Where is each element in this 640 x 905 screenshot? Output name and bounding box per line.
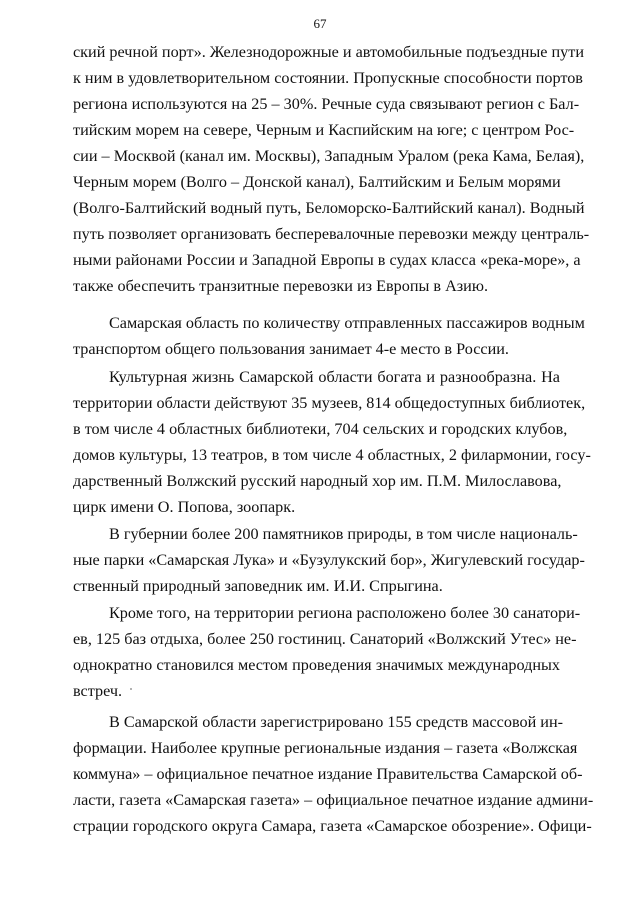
text-line: к ним в удовлетворительном состоянии. Пропускные способности портов bbox=[73, 69, 583, 87]
text-line: также обеспечить транзитные перевозки из Европы в Азию. bbox=[73, 277, 488, 295]
text-line: домов культуры, 13 театров, в том числе 4 областных, 2 филармонии, госу- bbox=[73, 446, 591, 464]
paragraph-first-line: Культурная жизнь Самарской области богата и разнообразна. На bbox=[109, 368, 560, 386]
paragraph-first-line: Самарская область по количеству отправленных пассажиров водным bbox=[109, 314, 585, 332]
text-line: однократно становился местом проведения значимых международных bbox=[73, 656, 560, 674]
scan-speck bbox=[130, 688, 132, 690]
text-line: цирк имени О. Попова, зоопарк. bbox=[73, 498, 296, 516]
text-line: Черным морем (Волго – Донской канал), Балтийским и Белым морями bbox=[73, 173, 561, 191]
text-line: территории области действуют 35 музеев, 814 общедоступных библиотек, bbox=[73, 394, 586, 412]
text-line: ев, 125 баз отдыха, более 250 гостиниц. Санаторий «Волжский Утес» не- bbox=[73, 630, 577, 648]
text-line: ными районами России и Западной Европы в судах класса «река-море», а bbox=[73, 251, 581, 269]
text-line: коммуна» – официальное печатное издание Правительства Самарской об- bbox=[73, 765, 583, 783]
text-line: ные парки «Самарская Лука» и «Бузулукский бор», Жигулевский государ- bbox=[73, 551, 585, 569]
paragraph-first-line: В губернии более 200 памятников природы, в том числе националь- bbox=[109, 525, 578, 543]
page-number: 67 bbox=[313, 16, 327, 31]
text-line: ласти, газета «Самарская газета» – официальное печатное издание админи- bbox=[73, 791, 594, 809]
text-line: тийским морем на севере, Черным и Каспийским на юге; с центром Рос- bbox=[73, 121, 575, 139]
text-line: дарственный Волжский русский народный хор им. П.М. Милославова, bbox=[73, 472, 562, 490]
text-line: путь позволяет организовать бесперевалочные перевозки между централь- bbox=[73, 225, 590, 243]
text-line: встреч. bbox=[73, 682, 123, 700]
text-line: (Волго-Балтийский водный путь, Беломорско-Балтийский канал). Водный bbox=[73, 199, 585, 217]
paragraph-first-line: В Самарской области зарегистрировано 155 средств массовой ин- bbox=[109, 713, 563, 731]
text-line: страции городского округа Самара, газета «Самарское обозрение». Офици- bbox=[73, 817, 592, 835]
text-line: ственный природный заповедник им. И.И. Спрыгина. bbox=[73, 577, 443, 595]
text-line: в том числе 4 областных библиотеки, 704 сельских и городских клубов, bbox=[73, 420, 568, 438]
paragraph-first-line: Кроме того, на территории региона расположено более 30 санатори- bbox=[109, 604, 581, 622]
text-line: сии – Москвой (канал им. Москвы), Западным Уралом (река Кама, Белая), bbox=[73, 147, 585, 165]
text-line: ский речной порт». Железнодорожные и автомобильные подъездные пути bbox=[73, 43, 585, 61]
text-line: региона используются на 25 – 30%. Речные суда связывают регион с Бал- bbox=[73, 95, 580, 113]
text-line: транспортом общего пользования занимает 4-е место в России. bbox=[73, 340, 509, 358]
text-line: формации. Наиболее крупные региональные издания – газета «Волжская bbox=[73, 739, 578, 757]
